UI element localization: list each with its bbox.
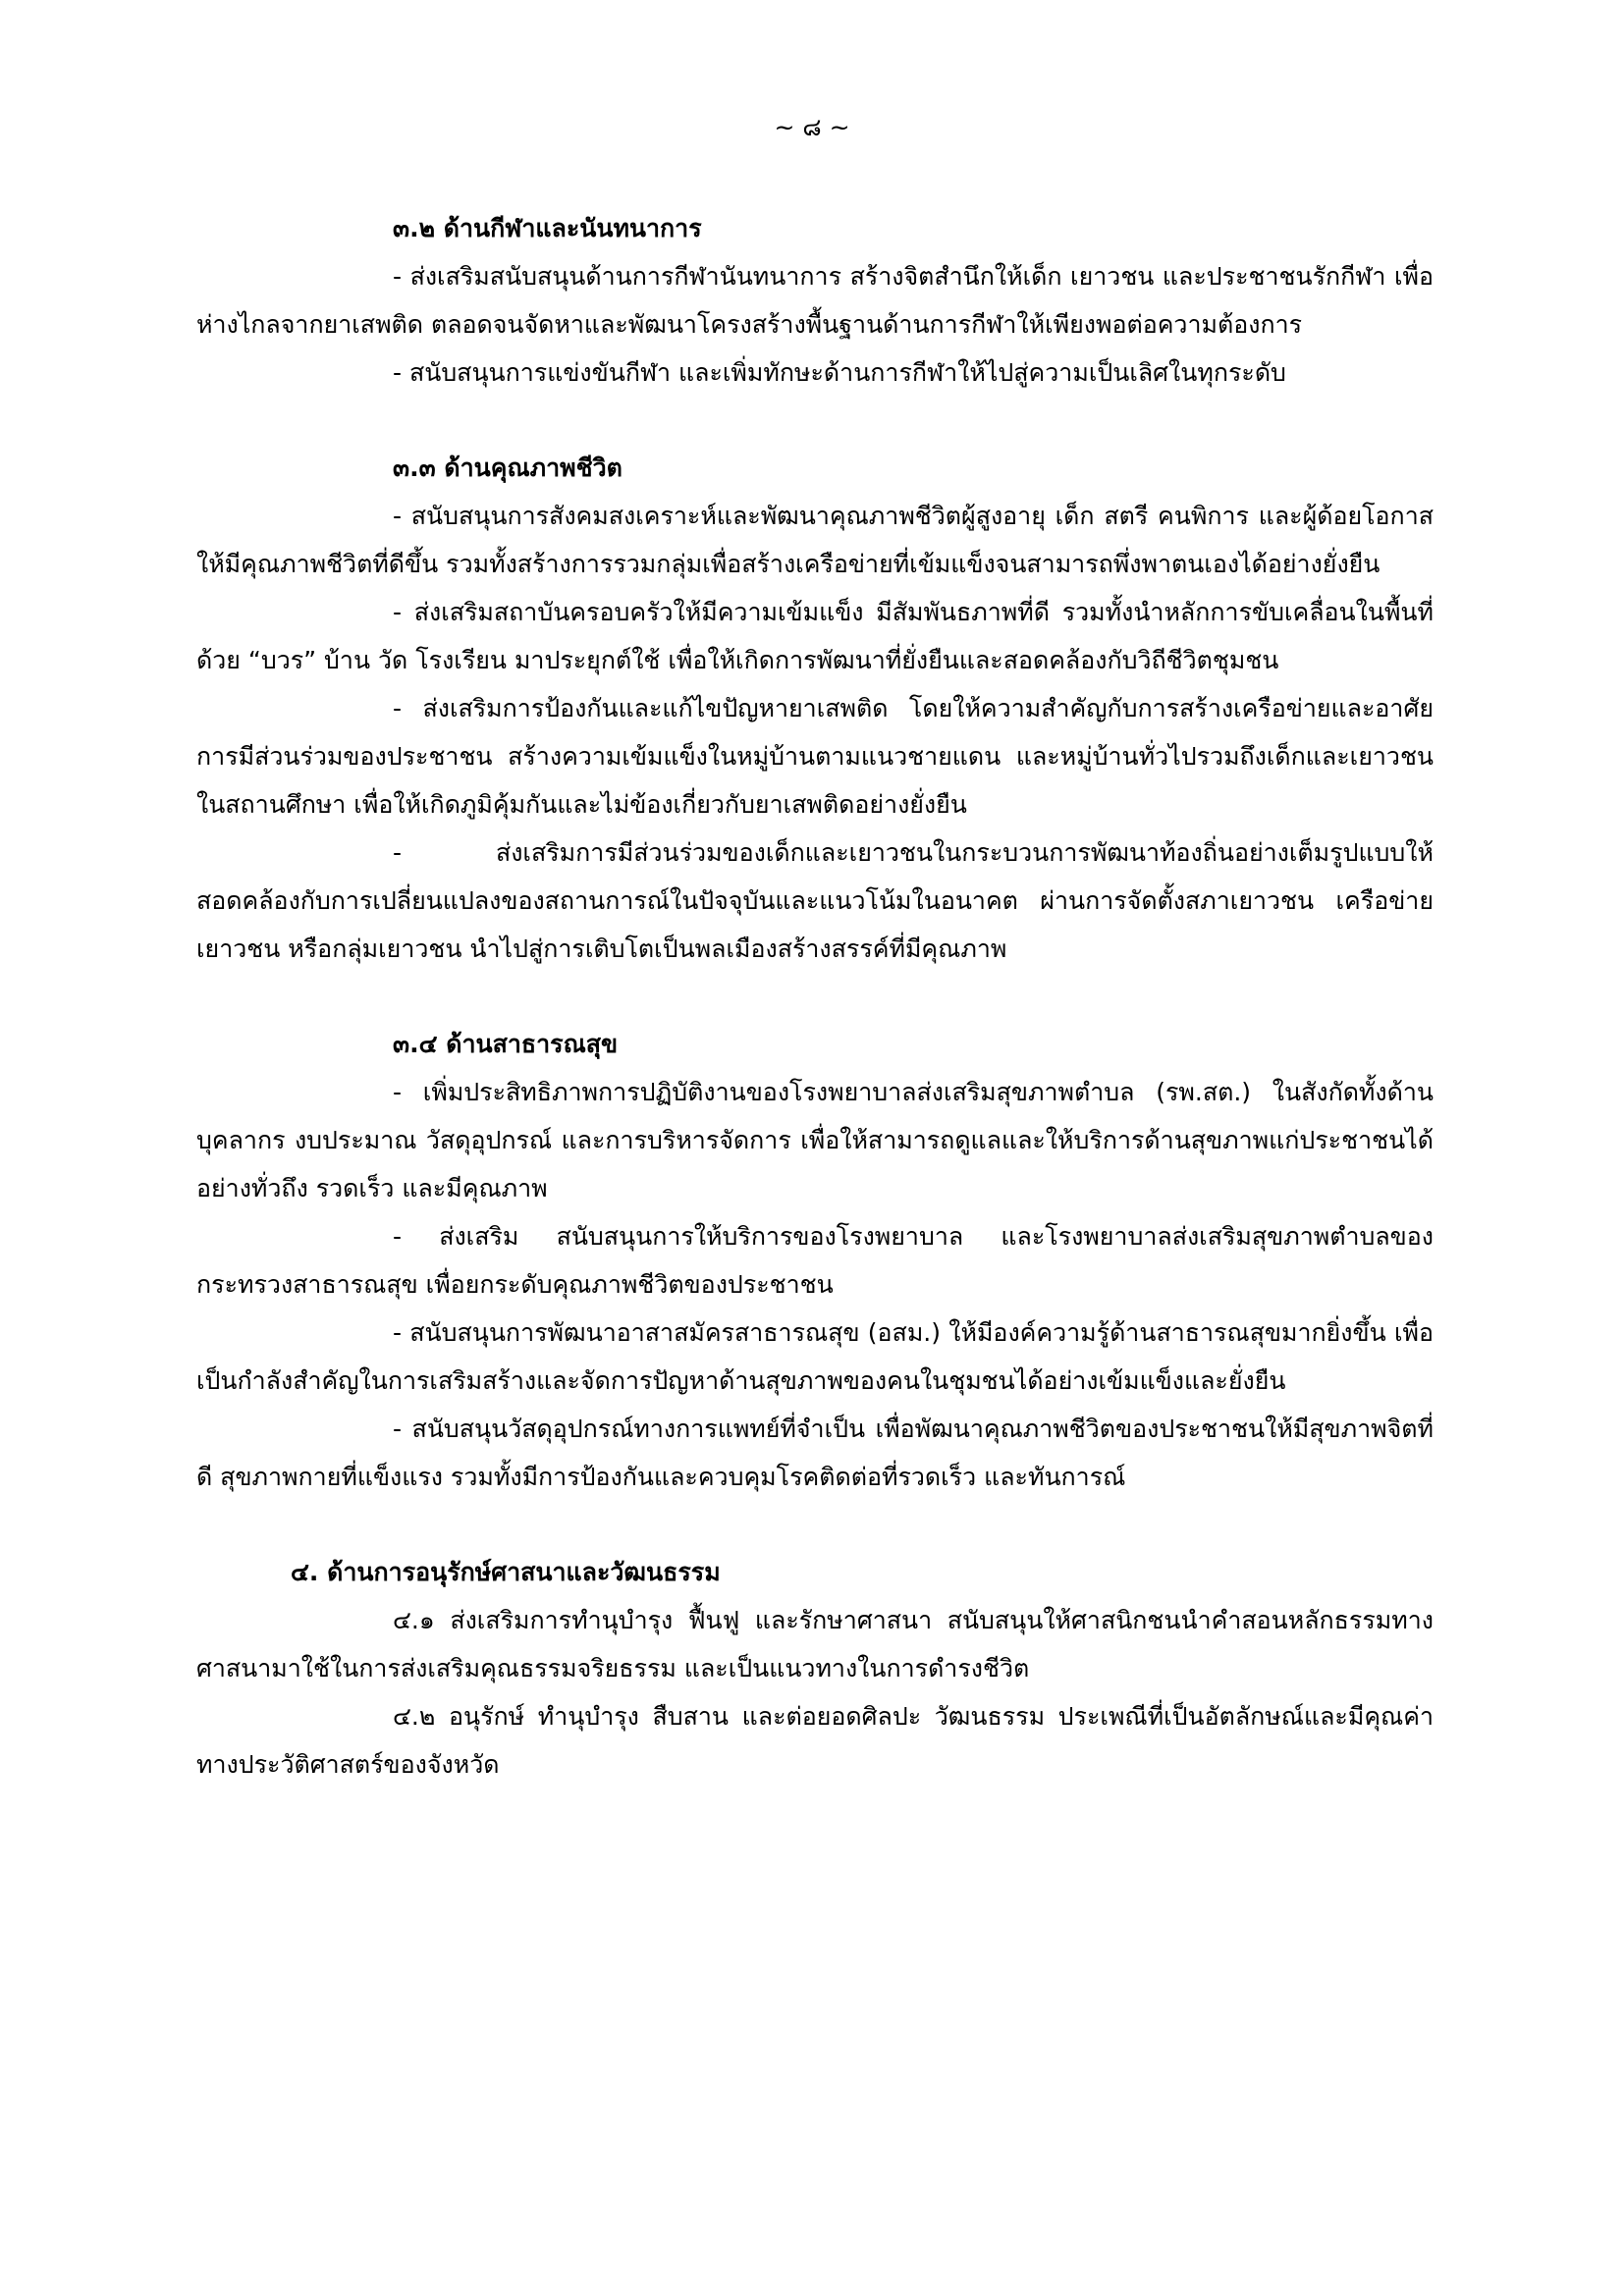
section-heading: ๔. ด้านการอนุรักษ์ศาสนาและวัฒนธรรม	[291, 1558, 721, 1586]
paragraph: - ส่งเสริมสนับสนุนด้านการกีฬานันทนาการ สร้างจิตสำนึกให้เด็ก เยาวชน และประชาชนรักกีฬา เพื่อห่างไกลจากยาเสพติด ตลอดจนจัดหาและพัฒนาโครงสร้างพื้นฐานด้านการกีฬาให้เพียงพอต่อความต้องการ	[196, 262, 1434, 339]
paragraph: - เพิ่มประสิทธิภาพการปฏิบัติงานของโรงพยาบาลส่งเสริมสุขภาพตำบล (รพ.สต.) ในสังกัดทั้งด้านบุคลากร งบประมาณ วัสดุอุปกรณ์ และการบริหารจัดการ เพื่อให้สามารถดูแลและให้บริการด้านสุขภาพแก่ประชาชนได้อย่างทั่วถึง รวดเร็ว และมีคุณภาพ	[196, 1078, 1434, 1202]
section-heading: ๓.๒ ด้านกีฬาและนันทนาการ	[393, 214, 702, 242]
paragraph: - สนับสนุนการพัฒนาอาสาสมัครสาธารณสุข (อสม.) ให้มีองค์ความรู้ด้านสาธารณสุขมากยิ่งขึ้น เพื่อเป็นกำลังสำคัญในการเสริมสร้างและจัดการปัญหาด้านสุขภาพของคนในชุมชนได้อย่างเข้มแข็งและยั่งยืน	[196, 1318, 1434, 1395]
paragraph: - สนับสนุนวัสดุอุปกรณ์ทางการแพทย์ที่จำเป็น เพื่อพัฒนาคุณภาพชีวิตของประชาชนให้มีสุขภาพจิตที่ดี สุขภาพกายที่แข็งแรง รวมทั้งมีการป้องกันและควบคุมโรคติดต่อที่รวดเร็ว และทันการณ์	[196, 1415, 1434, 1491]
paragraph: - สนับสนุนการแข่งขันกีฬา และเพิ่มทักษะด้านการกีฬาให้ไปสู่ความเป็นเลิศในทุกระดับ	[393, 358, 1286, 387]
section-heading: ๓.๓ ด้านคุณภาพชีวิต	[393, 454, 623, 482]
section-public-health	[196, 1020, 1434, 1501]
section-quality-of-life	[196, 444, 1434, 973]
section-heading: ๓.๔ ด้านสาธารณสุข	[393, 1030, 619, 1058]
paragraph: ๔.๒ อนุรักษ์ ทำนุบำรุง สืบสาน และต่อยอดศิลปะ วัฒนธรรม ประเพณีที่เป็นอัตลักษณ์และมีคุณค่าทางประวัติศาสตร์ของจังหวัด	[196, 1702, 1434, 1779]
paragraph: - ส่งเสริมการมีส่วนร่วมของเด็กและเยาวชนในกระบวนการพัฒนาท้องถิ่นอย่างเต็มรูปแบบให้สอดคล้องกับการเปลี่ยนแปลงของสถานการณ์ในปัจจุบันและแนวโน้มในอนาคต ผ่านการจัดตั้งสภาเยาวชน เครือข่ายเยาวชน หรือกลุ่มเยาวชน นำไปสู่การเติบโตเป็นพลเมืองสร้างสรรค์ที่มีคุณภาพ	[196, 838, 1434, 963]
page-number: ~ ๘ ~	[774, 113, 850, 141]
paragraph: ๔.๑ ส่งเสริมการทำนุบำรุง ฟื้นฟู และรักษาศาสนา สนับสนุนให้ศาสนิกชนนำคำสอนหลักธรรมทางศาสนามาใช้ในการส่งเสริมคุณธรรมจริยธรรม และเป็นแนวทางในการดำรงชีวิต	[196, 1606, 1434, 1682]
paragraph: - ส่งเสริมการป้องกันและแก้ไขปัญหายาเสพติด โดยให้ความสำคัญกับการสร้างเครือข่ายและอาศัยการมีส่วนร่วมของประชาชน สร้างความเข้มแข็งในหมู่บ้านตามแนวชายแดน และหมู่บ้านทั่วไปรวมถึงเด็กและเยาวชนในสถานศึกษา เพื่อให้เกิดภูมิคุ้มกันและไม่ข้องเกี่ยวกับยาเสพติดอย่างยั่งยืน	[196, 694, 1434, 819]
paragraph: - ส่งเสริม สนับสนุนการให้บริการของโรงพยาบาล และโรงพยาบาลส่งเสริมสุขภาพตำบลของกระทรวงสาธารณสุข เพื่อยกระดับคุณภาพชีวิตของประชาชน	[196, 1222, 1434, 1299]
paragraph: - ส่งเสริมสถาบันครอบครัวให้มีความเข้มแข็ง มีสัมพันธภาพที่ดี รวมทั้งนำหลักการขับเคลื่อนในพื้นที่ด้วย “บวร” บ้าน วัด โรงเรียน มาประยุกต์ใช้ เพื่อให้เกิดการพัฒนาที่ยั่งยืนและสอดคล้องกับวิถีชีวิตชุมชน	[196, 598, 1434, 674]
section-religion-culture	[196, 1548, 1434, 1789]
section-sports-recreation	[196, 204, 1434, 397]
document-body	[196, 204, 1434, 1789]
paragraph: - สนับสนุนการสังคมสงเคราะห์และพัฒนาคุณภาพชีวิตผู้สูงอายุ เด็ก สตรี คนพิการ และผู้ด้อยโอกาส ให้มีคุณภาพชีวิตที่ดีขึ้น รวมทั้งสร้างการรวมกลุ่มเพื่อสร้างเครือข่ายที่เข้มแข็งจนสามารถพึ่งพาตนเองได้อย่างยั่งยืน	[196, 502, 1434, 578]
